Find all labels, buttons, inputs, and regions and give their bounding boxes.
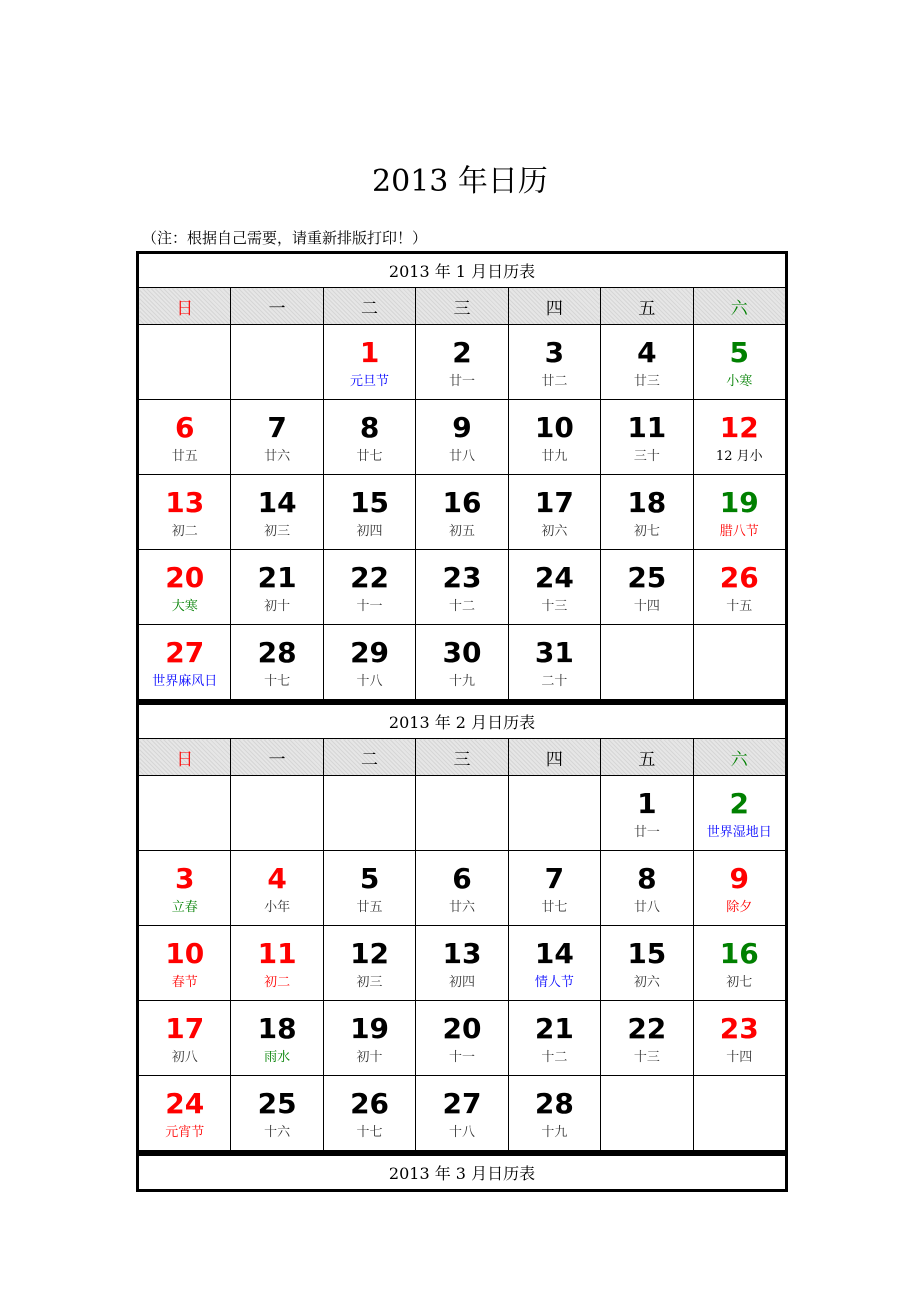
month-caption: 2013 年 3 月日历表 xyxy=(139,1156,786,1190)
lunar-label: 大寒 xyxy=(171,599,198,614)
lunar-label: 初六 xyxy=(633,975,660,990)
day-number: 12 xyxy=(719,411,759,444)
lunar-label: 廿五 xyxy=(356,900,383,915)
lunar-label: 廿六 xyxy=(264,449,291,464)
weekday-label: 二 xyxy=(323,288,415,325)
day-cell xyxy=(693,400,785,475)
day-cell xyxy=(231,400,323,475)
day-number: 11 xyxy=(627,411,667,444)
day-cell xyxy=(601,1001,693,1076)
day-cell xyxy=(508,851,600,926)
weekday-label: 三 xyxy=(416,739,508,776)
week-row xyxy=(139,400,786,475)
day-cell xyxy=(416,926,508,1001)
day-cell xyxy=(323,1076,415,1151)
lunar-label: 初三 xyxy=(356,975,383,990)
month-table xyxy=(138,1155,786,1190)
lunar-label: 初二 xyxy=(264,975,291,990)
empty-day-cell xyxy=(601,1076,693,1151)
day-number: 11 xyxy=(257,937,297,970)
weekday-label: 四 xyxy=(508,739,600,776)
day-number: 16 xyxy=(719,937,759,970)
day-cell xyxy=(693,550,785,625)
lunar-label: 十三 xyxy=(541,599,568,614)
day-number: 2 xyxy=(452,336,472,369)
weekday-header-row xyxy=(139,739,786,776)
day-number: 14 xyxy=(257,486,297,519)
day-cell xyxy=(323,475,415,550)
day-cell xyxy=(139,926,231,1001)
lunar-label: 廿七 xyxy=(356,449,383,464)
day-cell xyxy=(416,475,508,550)
lunar-label: 十二 xyxy=(448,599,475,614)
day-number: 7 xyxy=(267,411,287,444)
day-number: 23 xyxy=(719,1012,759,1045)
day-number: 14 xyxy=(534,937,574,970)
day-cell xyxy=(601,851,693,926)
day-cell xyxy=(231,851,323,926)
empty-day-cell xyxy=(231,325,323,400)
day-number: 1 xyxy=(637,787,657,820)
day-number: 30 xyxy=(442,636,482,669)
lunar-label: 初八 xyxy=(171,1050,198,1065)
day-cell xyxy=(508,400,600,475)
weekday-label: 日 xyxy=(139,288,231,325)
day-cell xyxy=(508,1076,600,1151)
weekday-label: 六 xyxy=(693,739,785,776)
empty-day-cell xyxy=(601,625,693,700)
week-row xyxy=(139,926,786,1001)
empty-day-cell xyxy=(693,625,785,700)
day-number: 17 xyxy=(165,1012,205,1045)
day-number: 15 xyxy=(350,486,390,519)
day-cell xyxy=(508,550,600,625)
day-number: 18 xyxy=(257,1012,297,1045)
lunar-label: 春节 xyxy=(171,975,198,990)
day-cell xyxy=(323,400,415,475)
empty-day-cell xyxy=(693,1076,785,1151)
day-cell xyxy=(231,1076,323,1151)
day-number: 20 xyxy=(165,561,205,594)
day-cell xyxy=(601,550,693,625)
weekday-label: 五 xyxy=(601,739,693,776)
lunar-label: 十八 xyxy=(448,1125,475,1140)
lunar-label: 情人节 xyxy=(534,975,574,990)
weekday-label: 三 xyxy=(416,288,508,325)
weekday-label: 日 xyxy=(139,739,231,776)
lunar-label: 廿一 xyxy=(633,825,660,840)
lunar-label: 廿二 xyxy=(541,374,568,389)
day-number: 26 xyxy=(719,561,759,594)
day-number: 24 xyxy=(534,561,574,594)
day-cell xyxy=(416,625,508,700)
month-caption: 2013 年 2 月日历表 xyxy=(139,705,786,739)
day-number: 7 xyxy=(544,862,565,895)
week-row xyxy=(139,625,786,700)
day-cell xyxy=(508,475,600,550)
lunar-label: 十六 xyxy=(264,1125,291,1140)
day-number: 22 xyxy=(350,561,390,594)
day-number: 28 xyxy=(257,636,297,669)
day-number: 22 xyxy=(627,1012,667,1045)
lunar-label: 小年 xyxy=(264,900,291,915)
day-number: 18 xyxy=(627,486,667,519)
day-cell xyxy=(601,475,693,550)
day-cell xyxy=(508,325,600,400)
lunar-label: 十七 xyxy=(264,674,291,689)
day-number: 28 xyxy=(534,1087,574,1120)
week-row xyxy=(139,1001,786,1076)
day-cell xyxy=(231,926,323,1001)
lunar-label: 廿五 xyxy=(171,449,198,464)
lunar-label: 廿七 xyxy=(541,900,568,915)
lunar-label: 廿九 xyxy=(541,449,568,464)
lunar-label: 廿三 xyxy=(633,374,660,389)
day-cell xyxy=(416,550,508,625)
lunar-label: 二十 xyxy=(541,674,568,689)
day-number: 5 xyxy=(729,336,749,369)
day-number: 15 xyxy=(627,937,667,970)
month-caption: 2013 年 1 月日历表 xyxy=(139,254,786,288)
day-cell xyxy=(601,926,693,1001)
day-number: 6 xyxy=(452,862,472,895)
day-number: 17 xyxy=(534,486,574,519)
lunar-label: 十三 xyxy=(633,1050,660,1065)
day-number: 8 xyxy=(359,411,380,444)
day-cell xyxy=(139,550,231,625)
lunar-label: 十八 xyxy=(356,674,383,689)
day-cell xyxy=(323,325,415,400)
calendar-february xyxy=(136,702,788,1153)
lunar-label: 元宵节 xyxy=(165,1125,205,1140)
day-number: 20 xyxy=(442,1012,482,1045)
day-number: 3 xyxy=(174,862,195,895)
lunar-label: 十九 xyxy=(448,674,475,689)
weekday-label: 六 xyxy=(693,288,785,325)
week-row xyxy=(139,851,786,926)
day-number: 12 xyxy=(350,937,390,970)
day-cell xyxy=(693,1001,785,1076)
lunar-label: 初四 xyxy=(448,975,475,990)
month-table xyxy=(138,253,786,700)
day-number: 21 xyxy=(534,1012,574,1045)
lunar-label: 三十 xyxy=(633,449,660,464)
day-cell xyxy=(693,776,785,851)
empty-day-cell xyxy=(139,776,231,851)
lunar-label: 世界湿地日 xyxy=(706,825,772,840)
day-cell xyxy=(231,550,323,625)
page-title: 2013 年日历 xyxy=(372,164,548,199)
lunar-label: 廿八 xyxy=(448,449,475,464)
day-number: 9 xyxy=(452,411,472,444)
weekday-label: 一 xyxy=(231,288,323,325)
lunar-label: 十九 xyxy=(541,1125,568,1140)
day-number: 19 xyxy=(350,1012,390,1045)
day-cell xyxy=(693,926,785,1001)
day-number: 13 xyxy=(442,937,482,970)
lunar-label: 初七 xyxy=(726,975,753,990)
day-number: 5 xyxy=(359,862,380,895)
day-cell xyxy=(693,325,785,400)
day-cell xyxy=(601,400,693,475)
day-cell xyxy=(416,400,508,475)
day-cell xyxy=(139,625,231,700)
lunar-label: 元旦节 xyxy=(350,374,390,389)
weekday-label: 五 xyxy=(601,288,693,325)
day-cell xyxy=(139,475,231,550)
day-cell xyxy=(693,475,785,550)
day-cell xyxy=(508,926,600,1001)
day-number: 9 xyxy=(729,862,749,895)
lunar-label: 廿六 xyxy=(448,900,475,915)
lunar-label: 初十 xyxy=(264,599,291,614)
empty-day-cell xyxy=(139,325,231,400)
lunar-label: 十五 xyxy=(726,599,753,614)
lunar-label: 腊八节 xyxy=(719,524,759,539)
day-cell xyxy=(601,776,693,851)
day-number: 26 xyxy=(350,1087,390,1120)
lunar-label: 雨水 xyxy=(264,1050,291,1065)
day-number: 27 xyxy=(165,636,205,669)
day-number: 27 xyxy=(442,1087,482,1120)
empty-day-cell xyxy=(231,776,323,851)
weekday-label: 一 xyxy=(231,739,323,776)
weekday-label: 四 xyxy=(508,288,600,325)
empty-day-cell xyxy=(416,776,508,851)
day-cell xyxy=(693,851,785,926)
day-cell xyxy=(139,851,231,926)
lunar-label: 十二 xyxy=(541,1050,568,1065)
day-cell xyxy=(416,325,508,400)
day-number: 31 xyxy=(534,636,574,669)
day-cell xyxy=(231,475,323,550)
day-cell xyxy=(416,1001,508,1076)
day-number: 24 xyxy=(165,1087,205,1120)
lunar-label: 十一 xyxy=(448,1050,475,1065)
day-cell xyxy=(508,1001,600,1076)
day-number: 3 xyxy=(544,336,565,369)
day-cell xyxy=(323,1001,415,1076)
day-cell xyxy=(416,1076,508,1151)
day-number: 2 xyxy=(729,787,749,820)
print-note: （注：根据自己需要，请重新排版打印！） xyxy=(142,229,428,247)
lunar-label: 十四 xyxy=(633,599,660,614)
lunar-label: 12 月小 xyxy=(715,449,763,464)
day-number: 23 xyxy=(442,561,482,594)
month-table xyxy=(138,704,786,1151)
day-cell xyxy=(323,851,415,926)
day-cell xyxy=(139,1001,231,1076)
lunar-label: 初四 xyxy=(356,524,383,539)
lunar-label: 除夕 xyxy=(726,900,753,915)
day-number: 19 xyxy=(719,486,759,519)
lunar-label: 十七 xyxy=(356,1125,383,1140)
lunar-label: 小寒 xyxy=(726,374,753,389)
day-number: 10 xyxy=(165,937,205,970)
lunar-label: 初五 xyxy=(448,524,475,539)
day-number: 4 xyxy=(267,862,287,895)
day-cell xyxy=(139,400,231,475)
day-number: 10 xyxy=(534,411,574,444)
lunar-label: 廿八 xyxy=(633,900,660,915)
day-cell xyxy=(231,1001,323,1076)
day-number: 1 xyxy=(359,336,380,369)
day-cell xyxy=(416,851,508,926)
lunar-label: 初六 xyxy=(541,524,568,539)
day-number: 8 xyxy=(637,862,657,895)
day-number: 25 xyxy=(257,1087,297,1120)
day-number: 13 xyxy=(165,486,205,519)
day-cell xyxy=(508,625,600,700)
day-number: 4 xyxy=(637,336,657,369)
lunar-label: 初七 xyxy=(633,524,660,539)
calendar-march xyxy=(136,1153,788,1192)
lunar-label: 廿一 xyxy=(448,374,475,389)
day-cell xyxy=(323,625,415,700)
lunar-label: 初十 xyxy=(356,1050,383,1065)
day-cell xyxy=(323,926,415,1001)
lunar-label: 十一 xyxy=(356,599,383,614)
day-cell xyxy=(231,625,323,700)
lunar-label: 初三 xyxy=(264,524,291,539)
week-row xyxy=(139,1076,786,1151)
day-number: 6 xyxy=(174,411,195,444)
lunar-label: 初二 xyxy=(171,524,198,539)
day-number: 16 xyxy=(442,486,482,519)
week-row xyxy=(139,776,786,851)
lunar-label: 十四 xyxy=(726,1050,753,1065)
day-cell xyxy=(601,325,693,400)
weekday-label: 二 xyxy=(323,739,415,776)
day-cell xyxy=(323,550,415,625)
day-number: 21 xyxy=(257,561,297,594)
week-row xyxy=(139,325,786,400)
weekday-header-row xyxy=(139,288,786,325)
lunar-label: 立春 xyxy=(171,900,198,915)
week-row xyxy=(139,475,786,550)
day-cell xyxy=(139,1076,231,1151)
lunar-label: 世界麻风日 xyxy=(152,674,218,689)
empty-day-cell xyxy=(323,776,415,851)
week-row xyxy=(139,550,786,625)
day-number: 25 xyxy=(627,561,667,594)
day-number: 29 xyxy=(350,636,390,669)
calendar-january xyxy=(136,251,788,702)
empty-day-cell xyxy=(508,776,600,851)
